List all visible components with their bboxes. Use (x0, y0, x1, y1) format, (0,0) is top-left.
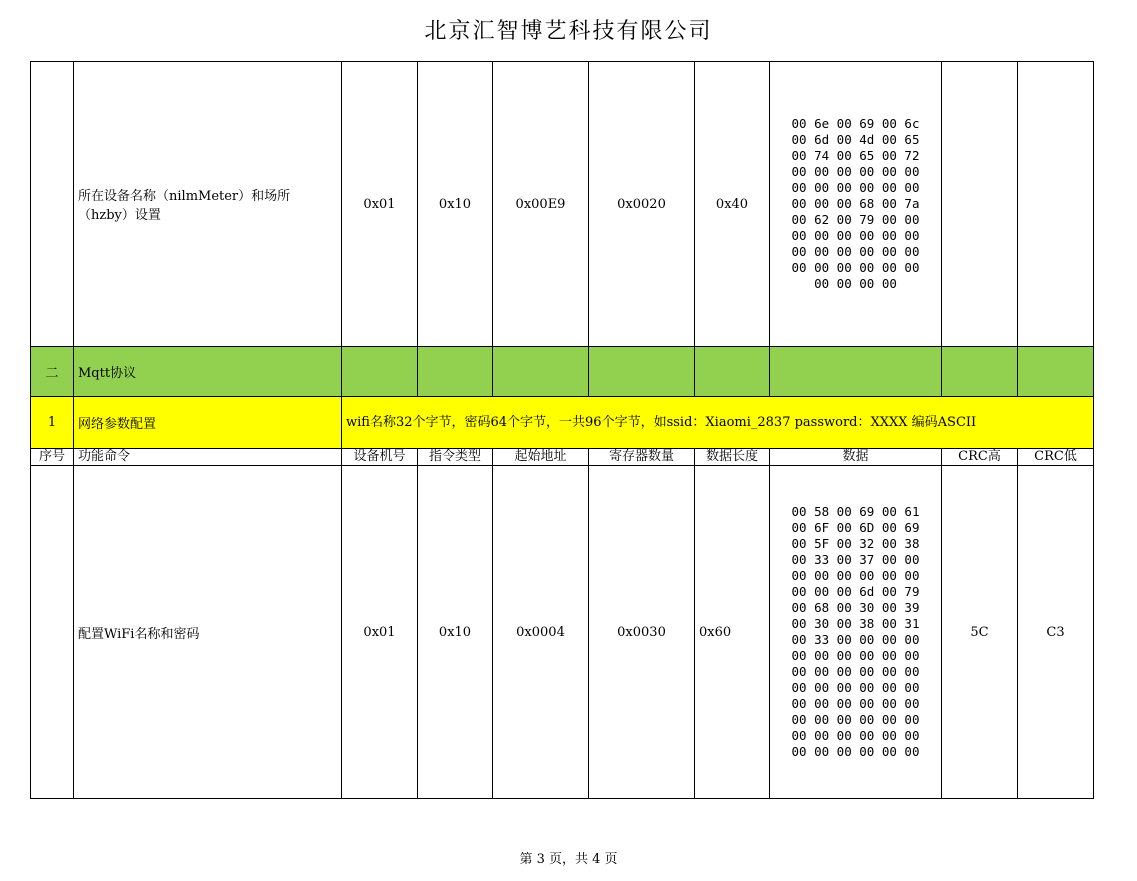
empty-cell (942, 347, 1018, 397)
cell-data-hex: 00 58 00 69 00 61 00 6F 00 6D 00 69 00 5F 00 32 00 38 00 33 00 37 00 00 00 00 00 00 00 00 00 00 00 6d 00 79 00 68 00 30 00 39 00 30 00 38 00 31 00 33 00 00 00 00 00 00 00 00 00 00 00 00 00 00 00 00 00 00 00 00 00 00 00 00 00 00 00 00 00 00 00 00 00 00 00 00 00 00 00 00 00 00 00 00 00 00 (770, 466, 942, 799)
protocol-table (30, 61, 1094, 799)
header-crc-hi: CRC高 (942, 449, 1018, 466)
empty-cell (770, 347, 942, 397)
cell-function: 所在设备名称（nilmMeter）和场所（hzby）设置 (74, 62, 342, 347)
header-device-no: 设备机号 (342, 449, 418, 466)
company-title: 北京汇智博艺科技有限公司 (424, 19, 713, 44)
table-row-device-name (31, 62, 1094, 347)
cell-device-no: 0x01 (342, 62, 418, 347)
cell-function: 配置WiFi名称和密码 (74, 466, 342, 799)
empty-cell (695, 347, 770, 397)
cell-data-hex: 00 6e 00 69 00 6c 00 6d 00 4d 00 65 00 74 00 65 00 72 00 00 00 00 00 00 00 00 00 00 00 00 00 00 00 68 00 7a 00 62 00 79 00 00 00 00 00 00 00 00 00 00 00 00 00 00 00 00 00 00 00 00 00 00 00 00 (770, 62, 942, 347)
header-start-addr: 起始地址 (493, 449, 589, 466)
header-crc-lo: CRC低 (1018, 449, 1094, 466)
empty-cell (1018, 347, 1094, 397)
cell-data-len: 0x60 (695, 466, 770, 799)
header-function: 功能命令 (74, 449, 342, 466)
header-reg-count: 寄存器数量 (589, 449, 695, 466)
section-number: 二 (31, 347, 74, 397)
header-cmd-type: 指令类型 (418, 449, 493, 466)
cell-data-len: 0x40 (695, 62, 770, 347)
header-row (31, 449, 1094, 466)
table-row-wifi (31, 466, 1094, 799)
page-footer: 第 3 页，共 4 页 (519, 852, 618, 867)
section-row-mqtt (31, 347, 1094, 397)
network-config-label: 网络参数配置 (74, 397, 342, 449)
empty-cell (418, 347, 493, 397)
header-data-len: 数据长度 (695, 449, 770, 466)
network-config-note: wifi名称32个字节，密码64个字节，一共96个字节，如ssid：Xiaomi_2837 password：XXXX 编码ASCII (342, 397, 1094, 449)
header-seq: 序号 (31, 449, 74, 466)
empty-cell (589, 347, 695, 397)
cell-seq (31, 466, 74, 799)
empty-cell (493, 347, 589, 397)
cell-cmd-type: 0x10 (418, 466, 493, 799)
cell-crc-hi (942, 62, 1018, 347)
network-config-number: 1 (31, 397, 74, 449)
cell-reg-count: 0x0030 (589, 466, 695, 799)
section-label: Mqtt协议 (74, 347, 342, 397)
header-data: 数据 (770, 449, 942, 466)
cell-seq (31, 62, 74, 347)
cell-start-addr: 0x00E9 (493, 62, 589, 347)
cell-crc-lo (1018, 62, 1094, 347)
cell-crc-lo: C3 (1018, 466, 1094, 799)
empty-cell (342, 347, 418, 397)
cell-reg-count: 0x0020 (589, 62, 695, 347)
cell-device-no: 0x01 (342, 466, 418, 799)
cell-start-addr: 0x0004 (493, 466, 589, 799)
cell-cmd-type: 0x10 (418, 62, 493, 347)
cell-crc-hi: 5C (942, 466, 1018, 799)
network-config-row (31, 397, 1094, 449)
